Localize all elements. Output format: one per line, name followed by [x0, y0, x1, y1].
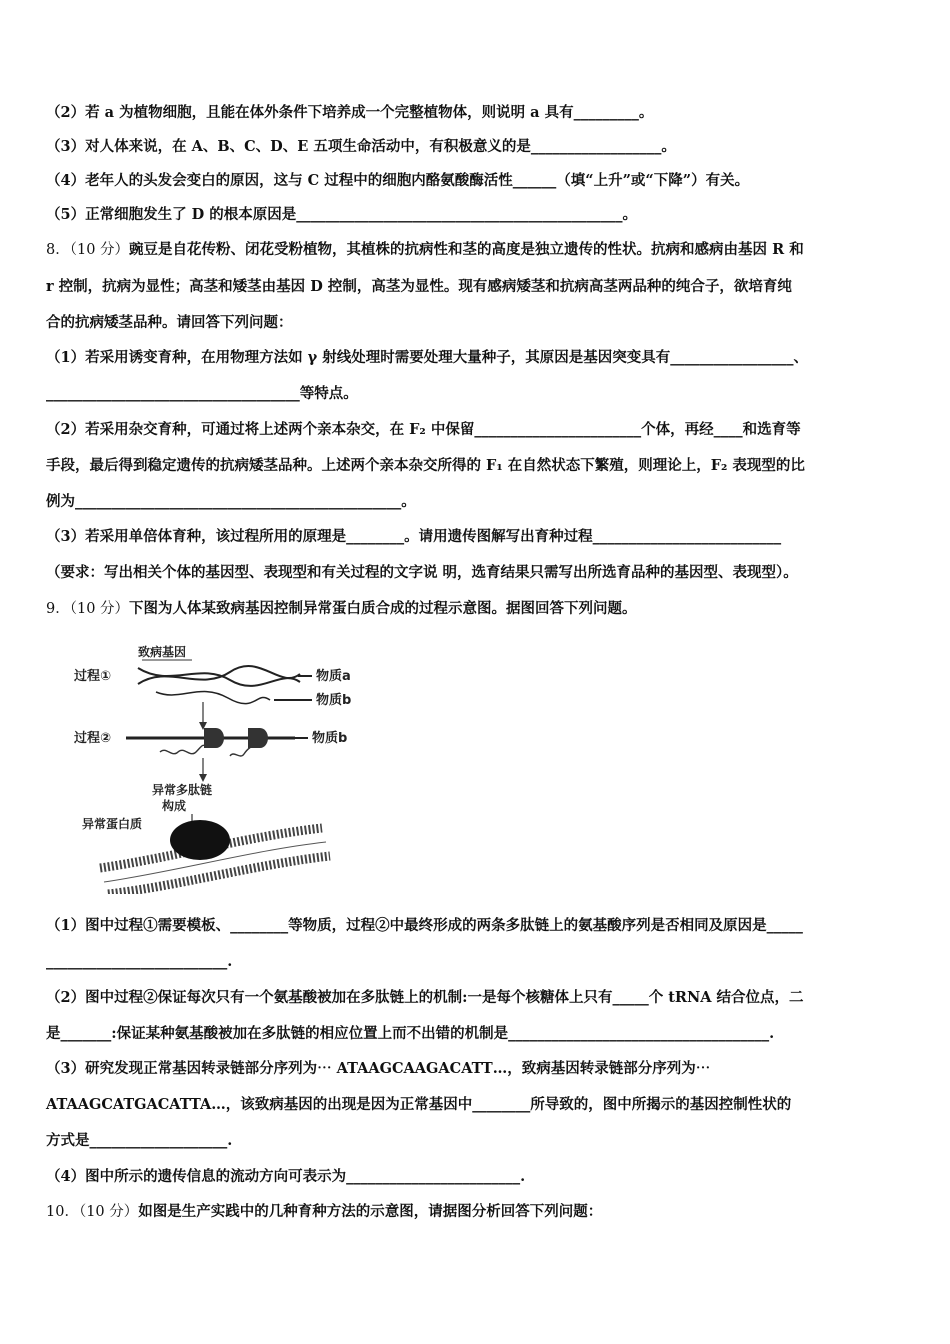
label-process-1: 过程①: [74, 669, 112, 684]
q9-part3-cont: ATAAGCATGACATTA…，该致病基因的出现是因为正常基因中________所导致的，图中所揭示的基因控制性状的: [46, 1096, 792, 1113]
q10-header: 10．（10 分）如图是生产实践中的几种育种方法的示意图，请据图分析回答下列问题：: [46, 1203, 603, 1220]
label-abnormal-protein: 异常蛋白质: [82, 817, 143, 831]
q9-part4: （4）图中所示的遗传信息的流动方向可表示为________________________.: [46, 1168, 526, 1185]
gene-expression-diagram: [60, 632, 370, 894]
q8-stem-line2: r 控制，抗病为显性；高茎和矮茎由基因 D 控制，高茎为显性。现有感病矮茎和抗病高茎两品种的纯合子，欲培育纯: [46, 278, 792, 295]
ribosome-2: [248, 728, 268, 748]
q8-part2-ratio: 例为_____________________________________________。: [46, 493, 416, 510]
label-abnormal-polypeptide: 异常多肽链: [152, 783, 213, 797]
label-substance-b-2: 物质b: [312, 731, 348, 746]
q9-part1: （1）图中过程①需要模板、________等物质，过程②中最终形成的两条多肽链上的氨基酸序列是否相同及原因是_____: [46, 917, 803, 934]
q9-part3-method: 方式是___________________.: [46, 1132, 233, 1149]
arrow-2-head: [199, 774, 207, 782]
q7-part3: （3）对人体来说，在 A、B、C、D、E 五项生命活动中，有积极意义的是__________________。: [46, 138, 676, 155]
q7-part5: （5）正常细胞发生了 D 的根本原因是_____________________________________________。: [46, 206, 638, 223]
q10-number: 10．（10 分）: [46, 1204, 139, 1220]
q8-part3: （3）若采用单倍体育种，该过程所用的原理是________。请用遗传图解写出育种过程__________________________: [46, 528, 782, 545]
q9-header: 9．（10 分）下图为人体某致病基因控制异常蛋白质合成的过程示意图。据图回答下列问题。: [46, 600, 637, 617]
q8-part2-cont: 手段，最后得到稳定遗传的抗病矮茎品种。上述两个亲本杂交所得的 F₁ 在自然状态下繁殖，则理论上，F₂ 表现型的比: [46, 457, 805, 474]
mrna-strand: [156, 692, 270, 704]
q8-part3-requirement: （要求：写出相关个体的基因型、表现型和有关过程的文字说 明，选育结果只需写出所选育品种的基因型、表现型）。: [46, 564, 798, 581]
q9-part2: （2）图中过程②保证每次只有一个氨基酸被加在多肽链上的机制:一是每个核糖体上只有_____个 tRNA 结合位点，二: [46, 989, 804, 1006]
label-substance-b-1: 物质b: [316, 693, 352, 708]
q7-part2: （2）若 a 为植物细胞，且能在体外条件下培养成一个完整植物体，则说明 a 具有_________。: [46, 104, 654, 121]
q8-stem-line3: 合的抗病矮茎品种。请回答下列问题：: [46, 314, 293, 331]
q7-part4: （4）老年人的头发会变白的原因，这与 C 过程中的细胞内酪氨酸酶活性______（填“上升”或“下降”）有关。: [46, 172, 750, 189]
q9-number: 9．（10 分）: [46, 601, 130, 617]
ribosome-1: [204, 728, 224, 748]
label-process-2: 过程②: [74, 731, 112, 746]
label-substance-a: 物质a: [316, 669, 351, 684]
q9-part3: （3）研究发现正常基因转录链部分序列为⋯ ATAAGCAAGACATT…，致病基因转录链部分序列为⋯: [46, 1060, 711, 1077]
label-disease-gene: 致病基因: [138, 645, 187, 659]
q9-part2-cont: 是_______:保证某种氨基酸被加在多肽链的相应位置上而不出错的机制是____________________________________.: [46, 1025, 775, 1042]
q9-part1-cont: _________________________.: [46, 953, 233, 970]
q8-part2: （2）若采用杂交育种，可通过将上述两个亲本杂交，在 F₂ 中保留_______________________个体，再经____和选育等: [46, 421, 801, 438]
q8-part1-cont: ___________________________________等特点。: [46, 385, 358, 402]
q8-number: 8．（10 分）: [46, 242, 130, 258]
abnormal-protein-blob: [170, 820, 230, 860]
q8-header: 8．（10 分）豌豆是自花传粉、闭花受粉植物，其植株的抗病性和茎的高度是独立遗传的性状。抗病和感病由基因 R 和: [46, 241, 804, 258]
q8-part1: （1）若采用诱变育种，在用物理方法如 γ 射线处理时需要处理大量种子，其原因是基因突变具有_________________、: [46, 349, 809, 366]
label-constitute: 构成: [162, 799, 187, 813]
polypeptide-1: [160, 745, 206, 753]
